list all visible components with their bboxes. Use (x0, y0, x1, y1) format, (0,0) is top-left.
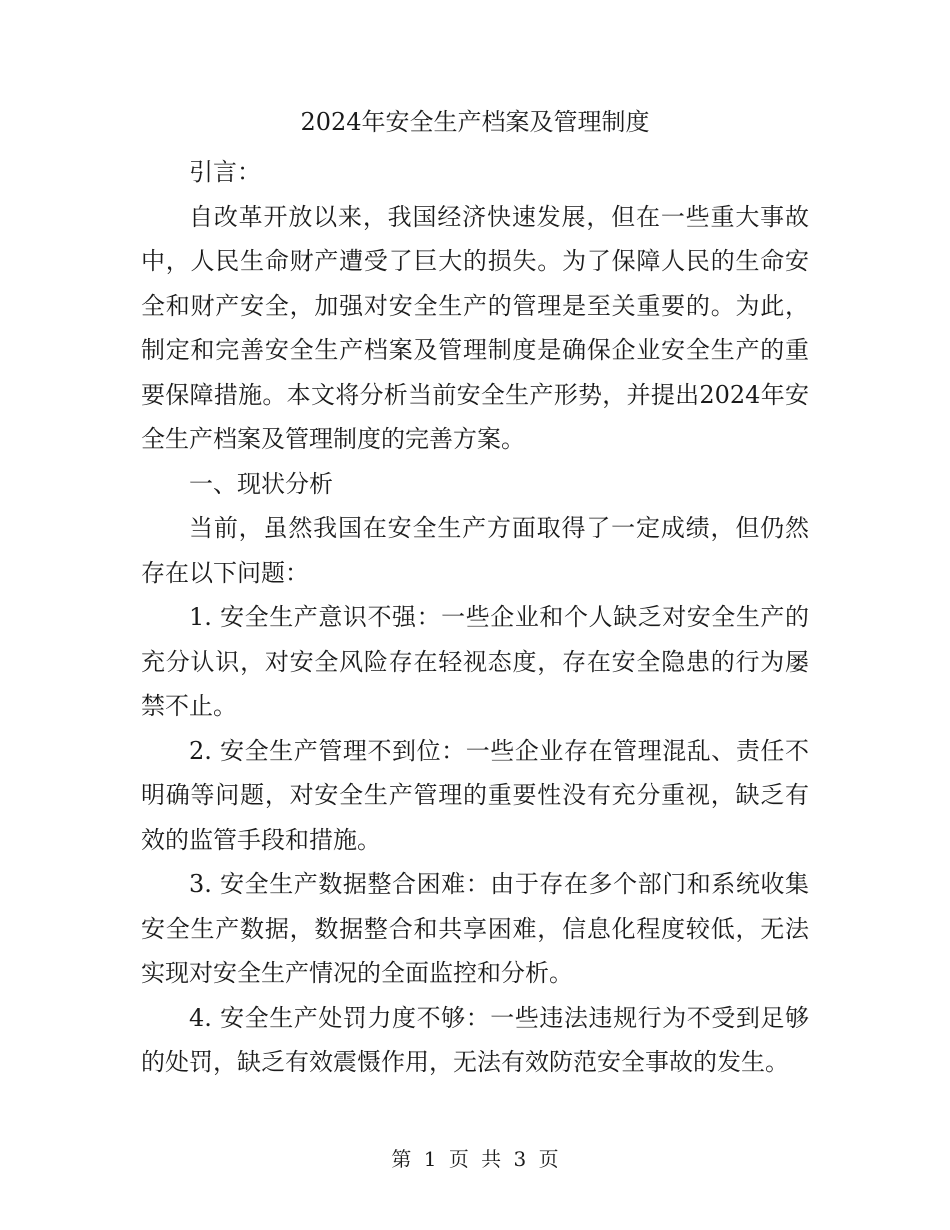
list-item-1: 1. 安全生产意识不强：一些企业和个人缺乏对安全生产的充分认识，对安全风险存在轻视态度，存在安全隐患的行为屡禁不止。 (141, 603, 809, 720)
document-title: 2024年安全生产档案及管理制度 (300, 108, 650, 136)
page-footer: 第 1 页 共 3 页 (391, 1147, 559, 1171)
paragraph-current: 当前，虽然我国在安全生产方面取得了一定成绩，但仍然存在以下问题： (141, 514, 809, 587)
list-item-3: 3. 安全生产数据整合困难：由于存在多个部门和系统收集安全生产数据，数据整合和共享困难，信息化程度较低，无法实现对安全生产情况的全面监控和分析。 (141, 870, 809, 987)
paragraph-intro: 自改革开放以来，我国经济快速发展，但在一些重大事故中，人民生命财产遭受了巨大的损失。为了保障人民的生命安全和财产安全，加强对安全生产的管理是至关重要的。为此，制定和完善安全生产档案及管理制度是确保企业安全生产的重要保障措施。本文将分析当前安全生产形势，并提出2024年安全生产档案及管理制度的完善方案。 (141, 202, 809, 453)
list-item-4: 4. 安全生产处罚力度不够：一些违法违规行为不受到足够的处罚，缺乏有效震慑作用，无法有效防范安全事故的发生。 (141, 1003, 809, 1076)
section-heading-status: 一、现状分析 (189, 469, 333, 498)
paragraph-intro-heading: 引言： (189, 158, 261, 186)
list-item-2: 2. 安全生产管理不到位：一些企业存在管理混乱、责任不明确等问题，对安全生产管理的重要性没有充分重视，缺乏有效的监管手段和措施。 (141, 736, 809, 854)
document-body (141, 150, 809, 1085)
